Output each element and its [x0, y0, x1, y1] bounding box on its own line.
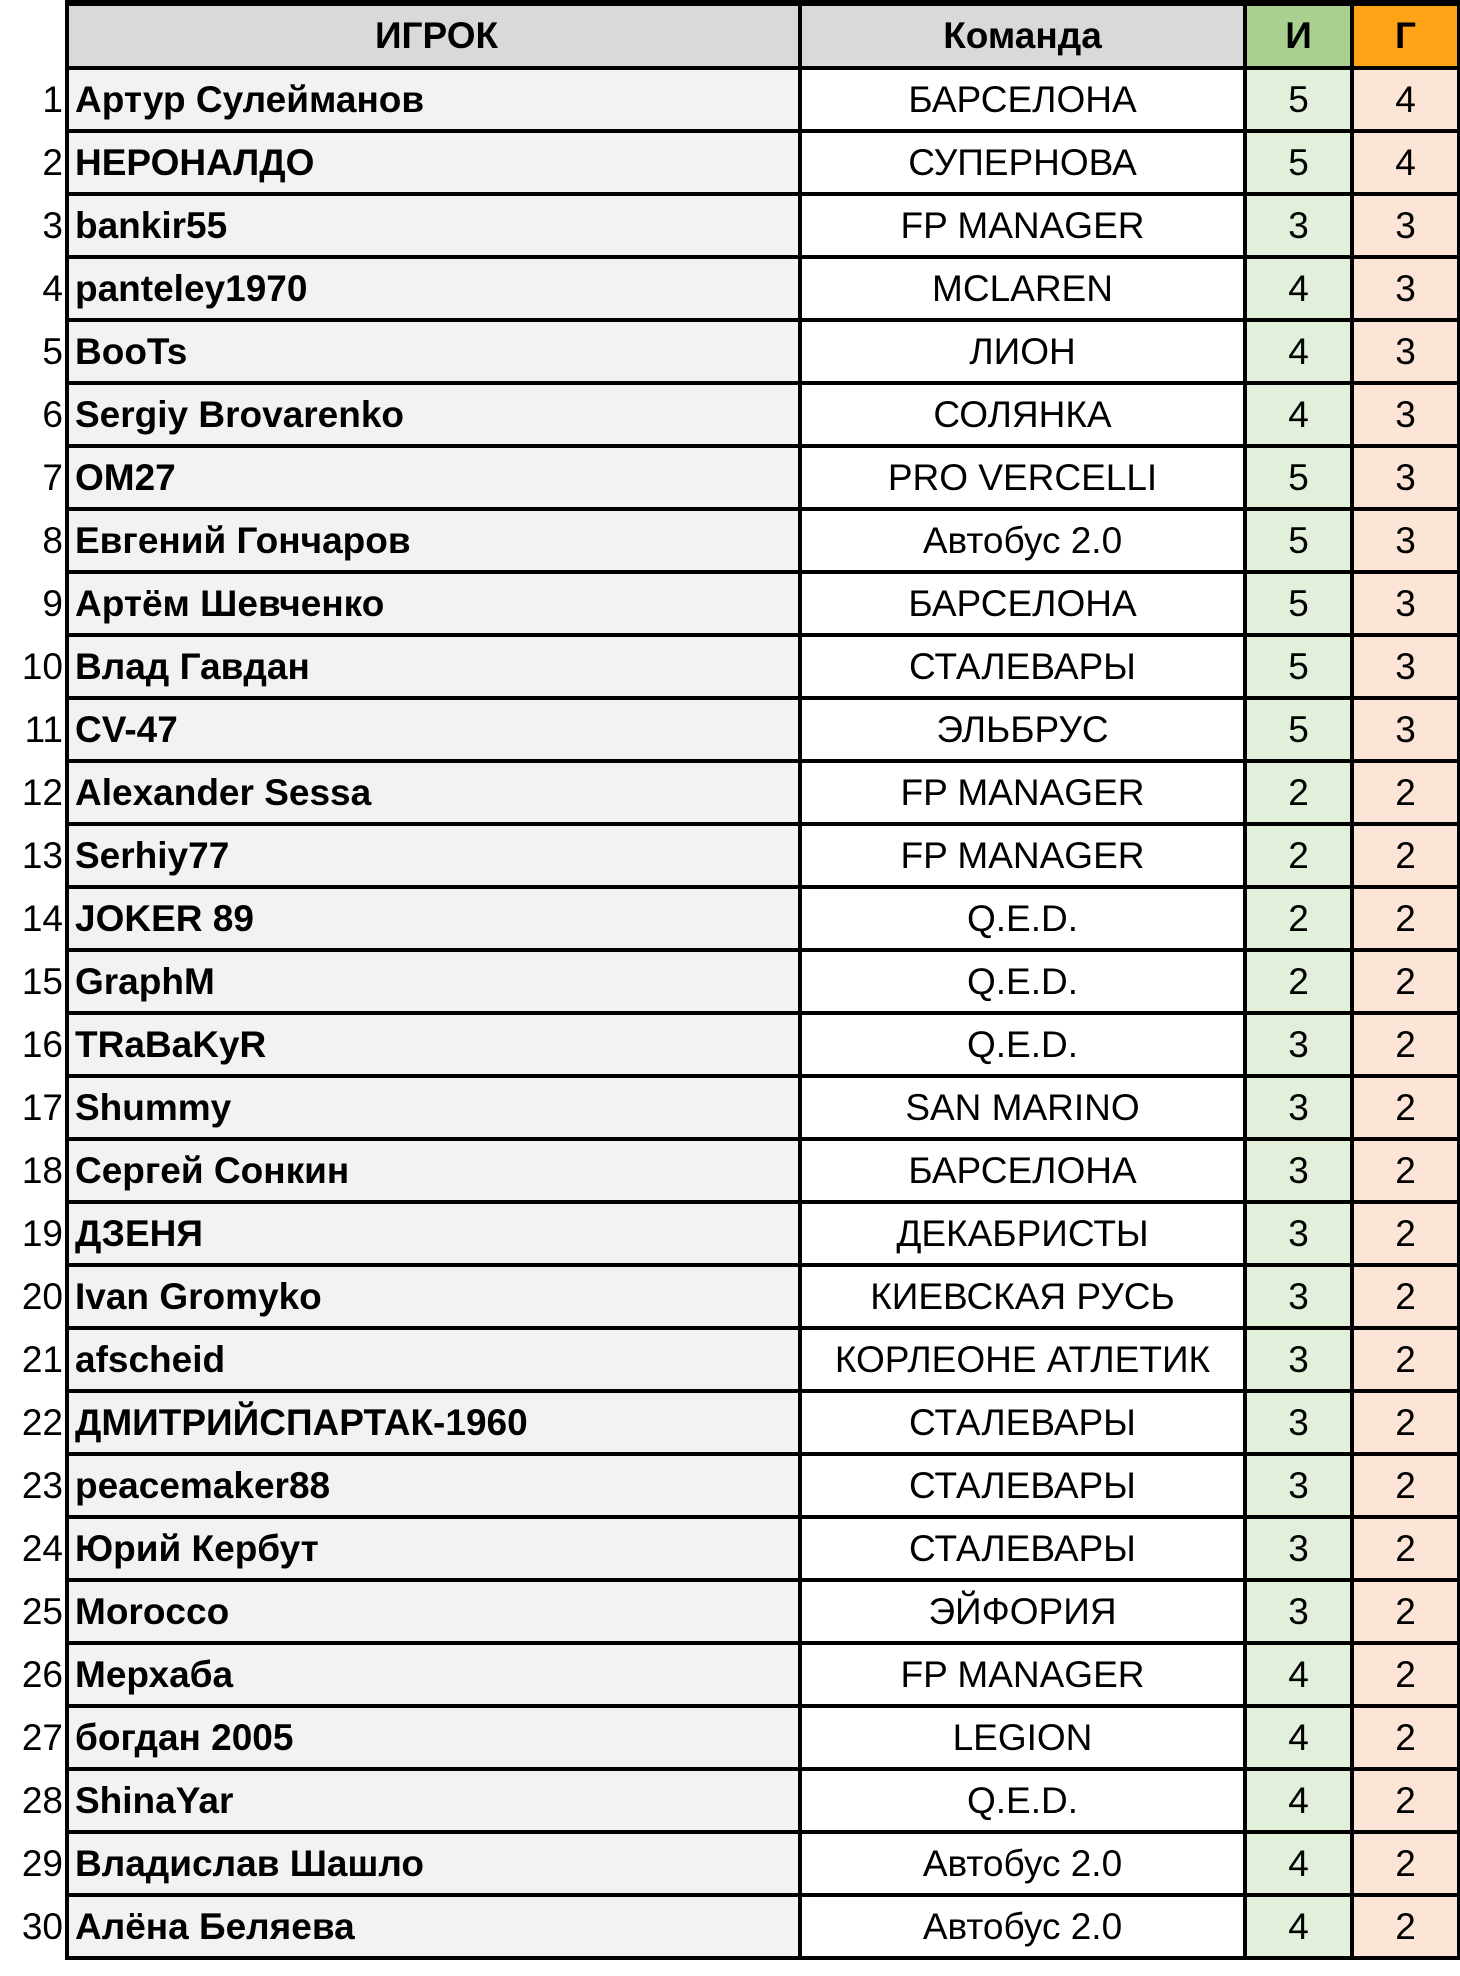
table-row [0, 761, 1459, 824]
player-cell: Влад Гавдан [67, 635, 800, 698]
goals-cell: 2 [1352, 1076, 1459, 1139]
games-cell: 5 [1245, 131, 1352, 194]
player-cell: panteley1970 [67, 257, 800, 320]
player-cell: Сергей Сонкин [67, 1139, 800, 1202]
player-cell: Владислав Шашло [67, 1832, 800, 1895]
table-row [0, 1580, 1459, 1643]
team-cell: PRO VERCELLI [800, 446, 1245, 509]
team-cell: Q.E.D. [800, 887, 1245, 950]
games-cell: 3 [1245, 1265, 1352, 1328]
goals-cell: 3 [1352, 194, 1459, 257]
table-row [0, 1454, 1459, 1517]
player-cell: Мерхаба [67, 1643, 800, 1706]
goals-cell: 2 [1352, 1265, 1459, 1328]
team-cell: FP MANAGER [800, 761, 1245, 824]
rank-cell: 1 [0, 68, 67, 131]
table-row [0, 1076, 1459, 1139]
player-cell: Serhiy77 [67, 824, 800, 887]
header-goals: Г [1352, 3, 1459, 68]
games-cell: 5 [1245, 446, 1352, 509]
goals-cell: 2 [1352, 1202, 1459, 1265]
rank-cell: 17 [0, 1076, 67, 1139]
games-cell: 4 [1245, 1895, 1352, 1958]
team-cell: SAN MARINO [800, 1076, 1245, 1139]
goals-cell: 2 [1352, 1328, 1459, 1391]
team-cell: СТАЛЕВАРЫ [800, 1454, 1245, 1517]
team-cell: Q.E.D. [800, 1769, 1245, 1832]
team-cell: СТАЛЕВАРЫ [800, 1391, 1245, 1454]
table-body [0, 68, 1459, 1958]
player-cell: Артур Сулейманов [67, 68, 800, 131]
player-cell: Alexander Sessa [67, 761, 800, 824]
player-cell: OM27 [67, 446, 800, 509]
table-row [0, 1769, 1459, 1832]
team-cell: КОРЛЕОНЕ АТЛЕТИК [800, 1328, 1245, 1391]
player-cell: ShinaYar [67, 1769, 800, 1832]
rank-cell: 22 [0, 1391, 67, 1454]
goals-cell: 2 [1352, 1643, 1459, 1706]
team-cell: БАРСЕЛОНА [800, 572, 1245, 635]
table-row [0, 1391, 1459, 1454]
games-cell: 3 [1245, 1013, 1352, 1076]
rank-cell: 28 [0, 1769, 67, 1832]
team-cell: ЭЙФОРИЯ [800, 1580, 1245, 1643]
goals-cell: 3 [1352, 383, 1459, 446]
goals-cell: 3 [1352, 698, 1459, 761]
rank-cell: 21 [0, 1328, 67, 1391]
games-cell: 2 [1245, 887, 1352, 950]
team-cell: ЛИОН [800, 320, 1245, 383]
goals-cell: 2 [1352, 1832, 1459, 1895]
rank-cell: 29 [0, 1832, 67, 1895]
header-player: ИГРОК [67, 3, 800, 68]
table-row [0, 1517, 1459, 1580]
table-row [0, 68, 1459, 131]
games-cell: 5 [1245, 68, 1352, 131]
player-cell: Артём Шевченко [67, 572, 800, 635]
player-cell: Алёна Беляева [67, 1895, 800, 1958]
table-row [0, 1328, 1459, 1391]
team-cell: FP MANAGER [800, 1643, 1245, 1706]
table-row [0, 1895, 1459, 1958]
goals-cell: 2 [1352, 824, 1459, 887]
games-cell: 4 [1245, 1769, 1352, 1832]
goals-cell: 3 [1352, 257, 1459, 320]
goals-cell: 2 [1352, 887, 1459, 950]
rank-cell: 23 [0, 1454, 67, 1517]
table-row [0, 1706, 1459, 1769]
team-cell: СТАЛЕВАРЫ [800, 1517, 1245, 1580]
table-row [0, 1139, 1459, 1202]
rank-cell: 12 [0, 761, 67, 824]
player-cell: TRaBaKyR [67, 1013, 800, 1076]
table-row [0, 1832, 1459, 1895]
games-cell: 3 [1245, 1139, 1352, 1202]
goals-cell: 2 [1352, 1013, 1459, 1076]
games-cell: 4 [1245, 1706, 1352, 1769]
team-cell: Автобус 2.0 [800, 509, 1245, 572]
goals-cell: 4 [1352, 131, 1459, 194]
player-cell: Евгений Гончаров [67, 509, 800, 572]
games-cell: 2 [1245, 761, 1352, 824]
rank-cell: 14 [0, 887, 67, 950]
team-cell: MCLAREN [800, 257, 1245, 320]
rank-cell: 10 [0, 635, 67, 698]
team-cell: БАРСЕЛОНА [800, 68, 1245, 131]
team-cell: КИЕВСКАЯ РУСЬ [800, 1265, 1245, 1328]
player-cell: НЕРОНАЛДО [67, 131, 800, 194]
team-cell: СУПЕРНОВА [800, 131, 1245, 194]
rank-cell: 8 [0, 509, 67, 572]
rank-cell: 2 [0, 131, 67, 194]
table-row [0, 383, 1459, 446]
team-cell: ДЕКАБРИСТЫ [800, 1202, 1245, 1265]
table-row [0, 446, 1459, 509]
goals-cell: 3 [1352, 320, 1459, 383]
games-cell: 2 [1245, 950, 1352, 1013]
games-cell: 5 [1245, 698, 1352, 761]
games-cell: 2 [1245, 824, 1352, 887]
player-cell: peacemaker88 [67, 1454, 800, 1517]
rank-cell: 6 [0, 383, 67, 446]
table-row [0, 950, 1459, 1013]
rank-cell: 19 [0, 1202, 67, 1265]
table-row [0, 635, 1459, 698]
games-cell: 4 [1245, 383, 1352, 446]
games-cell: 5 [1245, 572, 1352, 635]
team-cell: LEGION [800, 1706, 1245, 1769]
player-cell: BooTs [67, 320, 800, 383]
rank-cell: 3 [0, 194, 67, 257]
player-cell: bankir55 [67, 194, 800, 257]
rank-cell: 20 [0, 1265, 67, 1328]
rank-cell: 4 [0, 257, 67, 320]
header-team: Команда [800, 3, 1245, 68]
rank-cell: 30 [0, 1895, 67, 1958]
goals-cell: 3 [1352, 635, 1459, 698]
goals-cell: 3 [1352, 446, 1459, 509]
player-cell: Ivan Gromyko [67, 1265, 800, 1328]
rank-cell: 27 [0, 1706, 67, 1769]
table-row [0, 194, 1459, 257]
rank-cell: 26 [0, 1643, 67, 1706]
games-cell: 3 [1245, 1328, 1352, 1391]
team-cell: Автобус 2.0 [800, 1895, 1245, 1958]
table-row [0, 887, 1459, 950]
player-cell: afscheid [67, 1328, 800, 1391]
team-cell: Автобус 2.0 [800, 1832, 1245, 1895]
goals-cell: 2 [1352, 761, 1459, 824]
goals-cell: 2 [1352, 1895, 1459, 1958]
table-row [0, 1265, 1459, 1328]
table-row [0, 572, 1459, 635]
player-cell: GraphM [67, 950, 800, 1013]
rank-cell: 5 [0, 320, 67, 383]
table-row [0, 257, 1459, 320]
team-cell: ЭЛЬБРУС [800, 698, 1245, 761]
player-cell: Morocco [67, 1580, 800, 1643]
team-cell: Q.E.D. [800, 1013, 1245, 1076]
goals-cell: 3 [1352, 572, 1459, 635]
games-cell: 5 [1245, 635, 1352, 698]
goals-cell: 2 [1352, 1454, 1459, 1517]
rank-cell: 18 [0, 1139, 67, 1202]
goals-cell: 2 [1352, 1580, 1459, 1643]
games-cell: 3 [1245, 194, 1352, 257]
goals-cell: 3 [1352, 509, 1459, 572]
games-cell: 5 [1245, 509, 1352, 572]
rank-cell: 25 [0, 1580, 67, 1643]
header-rank [0, 3, 67, 68]
games-cell: 3 [1245, 1454, 1352, 1517]
table-row [0, 698, 1459, 761]
games-cell: 4 [1245, 1832, 1352, 1895]
player-cell: Sergiy Brovarenko [67, 383, 800, 446]
header-games: И [1245, 3, 1352, 68]
table-row [0, 1013, 1459, 1076]
goals-cell: 2 [1352, 1517, 1459, 1580]
table-row [0, 131, 1459, 194]
player-cell: Юрий Кербут [67, 1517, 800, 1580]
games-cell: 3 [1245, 1076, 1352, 1139]
rank-cell: 13 [0, 824, 67, 887]
goals-cell: 2 [1352, 1769, 1459, 1832]
player-cell: JOKER 89 [67, 887, 800, 950]
player-cell: Shummy [67, 1076, 800, 1139]
rank-cell: 9 [0, 572, 67, 635]
player-cell: ДЗЕНЯ [67, 1202, 800, 1265]
goals-cell: 2 [1352, 1139, 1459, 1202]
header-row [0, 3, 1459, 68]
player-cell: богдан 2005 [67, 1706, 800, 1769]
goals-cell: 4 [1352, 68, 1459, 131]
table-row [0, 1643, 1459, 1706]
table-row [0, 509, 1459, 572]
games-cell: 3 [1245, 1517, 1352, 1580]
team-cell: БАРСЕЛОНА [800, 1139, 1245, 1202]
player-cell: CV-47 [67, 698, 800, 761]
rank-cell: 15 [0, 950, 67, 1013]
rank-cell: 16 [0, 1013, 67, 1076]
team-cell: СТАЛЕВАРЫ [800, 635, 1245, 698]
games-cell: 3 [1245, 1391, 1352, 1454]
games-cell: 3 [1245, 1580, 1352, 1643]
rank-cell: 7 [0, 446, 67, 509]
rank-cell: 11 [0, 698, 67, 761]
team-cell: Q.E.D. [800, 950, 1245, 1013]
team-cell: СОЛЯНКА [800, 383, 1245, 446]
table-row [0, 320, 1459, 383]
goals-cell: 2 [1352, 1706, 1459, 1769]
games-cell: 4 [1245, 1643, 1352, 1706]
goals-cell: 2 [1352, 1391, 1459, 1454]
games-cell: 3 [1245, 1202, 1352, 1265]
team-cell: FP MANAGER [800, 824, 1245, 887]
games-cell: 4 [1245, 320, 1352, 383]
games-cell: 4 [1245, 257, 1352, 320]
table-row [0, 1202, 1459, 1265]
player-cell: ДМИТРИЙСПАРТАК-1960 [67, 1391, 800, 1454]
goals-cell: 2 [1352, 950, 1459, 1013]
table-row [0, 824, 1459, 887]
rank-cell: 24 [0, 1517, 67, 1580]
team-cell: FP MANAGER [800, 194, 1245, 257]
